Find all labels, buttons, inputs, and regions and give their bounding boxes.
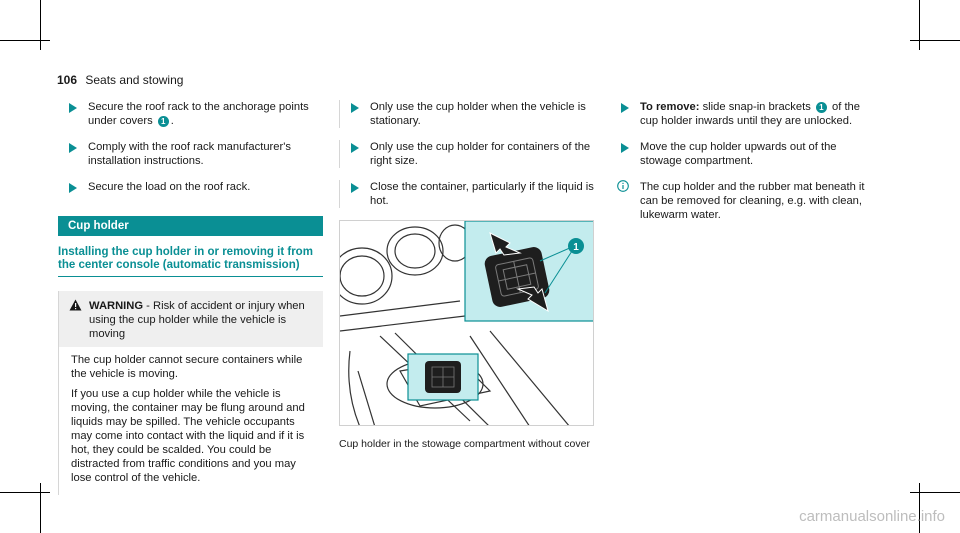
info-note: The cup holder and the rubber mat beneath it can be removed for cleaning, e.g. with clean, lukewarm water. — [610, 180, 870, 222]
bullet-arrow-icon — [69, 143, 77, 153]
warning-body — [59, 347, 323, 495]
list-item: Only use the cup holder when the vehicle is stationary. — [339, 100, 594, 128]
info-icon — [617, 180, 629, 192]
list-item: Comply with the roof rack manufacturer's installation instructions. — [58, 140, 323, 168]
list-item: Only use the cup holder for containers of the right size. — [339, 140, 594, 168]
cup-holder-illustration — [339, 220, 594, 426]
bullet-arrow-icon — [351, 103, 359, 113]
crop-mark — [40, 483, 41, 533]
crop-mark — [919, 0, 920, 50]
marker-1-icon: 1 — [158, 116, 169, 127]
warning-paragraph: If you use a cup holder while the vehicle is moving, the container may be flung around and liquids may be spilled. The vehicle occupants may come into contact with the liquid and if it is hot, they could be scalded. You could be distracted from traffic conditions and you may lose control of the vehicle. — [71, 388, 305, 484]
center-console-drawing — [340, 221, 594, 426]
crop-mark — [0, 40, 50, 41]
crop-mark — [0, 492, 50, 493]
list-item: Secure the load on the roof rack. — [58, 180, 323, 194]
page-number: 106 — [57, 73, 78, 87]
marker-1-icon: 1 — [816, 102, 827, 113]
bullet-arrow-icon — [69, 103, 77, 113]
page-header — [57, 73, 183, 87]
list-item: To remove: slide snap-in brackets 1 of the cup holder inwards until they are unlocked. — [610, 100, 870, 128]
warning-paragraph: The cup holder cannot secure containers while the vehicle is moving. — [71, 354, 303, 380]
section-bar: Cup holder — [58, 216, 323, 236]
warning-summary: - Risk of accident or injury when using the cup holder while the vehicle is moving — [89, 300, 305, 340]
column-middle — [339, 100, 594, 450]
figure-caption: Cup holder in the stowage compartment without cover — [339, 438, 590, 450]
bullet-arrow-icon — [351, 183, 359, 193]
subheading: Installing the cup holder in or removing it from the center console (automatic transmission) — [58, 246, 323, 277]
list-item: Close the container, particularly if the liquid is hot. — [339, 180, 594, 208]
warning-triangle-icon — [69, 299, 82, 311]
list-item: Secure the roof rack to the anchorage points under covers 1 . — [58, 100, 323, 128]
bullet-arrow-icon — [351, 143, 359, 153]
watermark: carmanualsonline.info — [799, 508, 945, 525]
crop-mark — [910, 492, 960, 493]
bullet-arrow-icon — [621, 143, 629, 153]
column-right — [610, 100, 870, 222]
warning-header — [59, 291, 323, 347]
crop-mark — [910, 40, 960, 41]
warning-title: WARNING — [89, 300, 144, 312]
list-item: Move the cup holder upwards out of the stowage compartment. — [610, 140, 870, 168]
crop-mark — [40, 0, 41, 50]
section-title: Seats and stowing — [85, 73, 184, 87]
bullet-arrow-icon — [621, 103, 629, 113]
bullet-arrow-icon — [69, 183, 77, 193]
figure-marker-1: 1 — [573, 242, 579, 253]
warning-box — [58, 291, 323, 495]
column-left — [58, 100, 323, 495]
